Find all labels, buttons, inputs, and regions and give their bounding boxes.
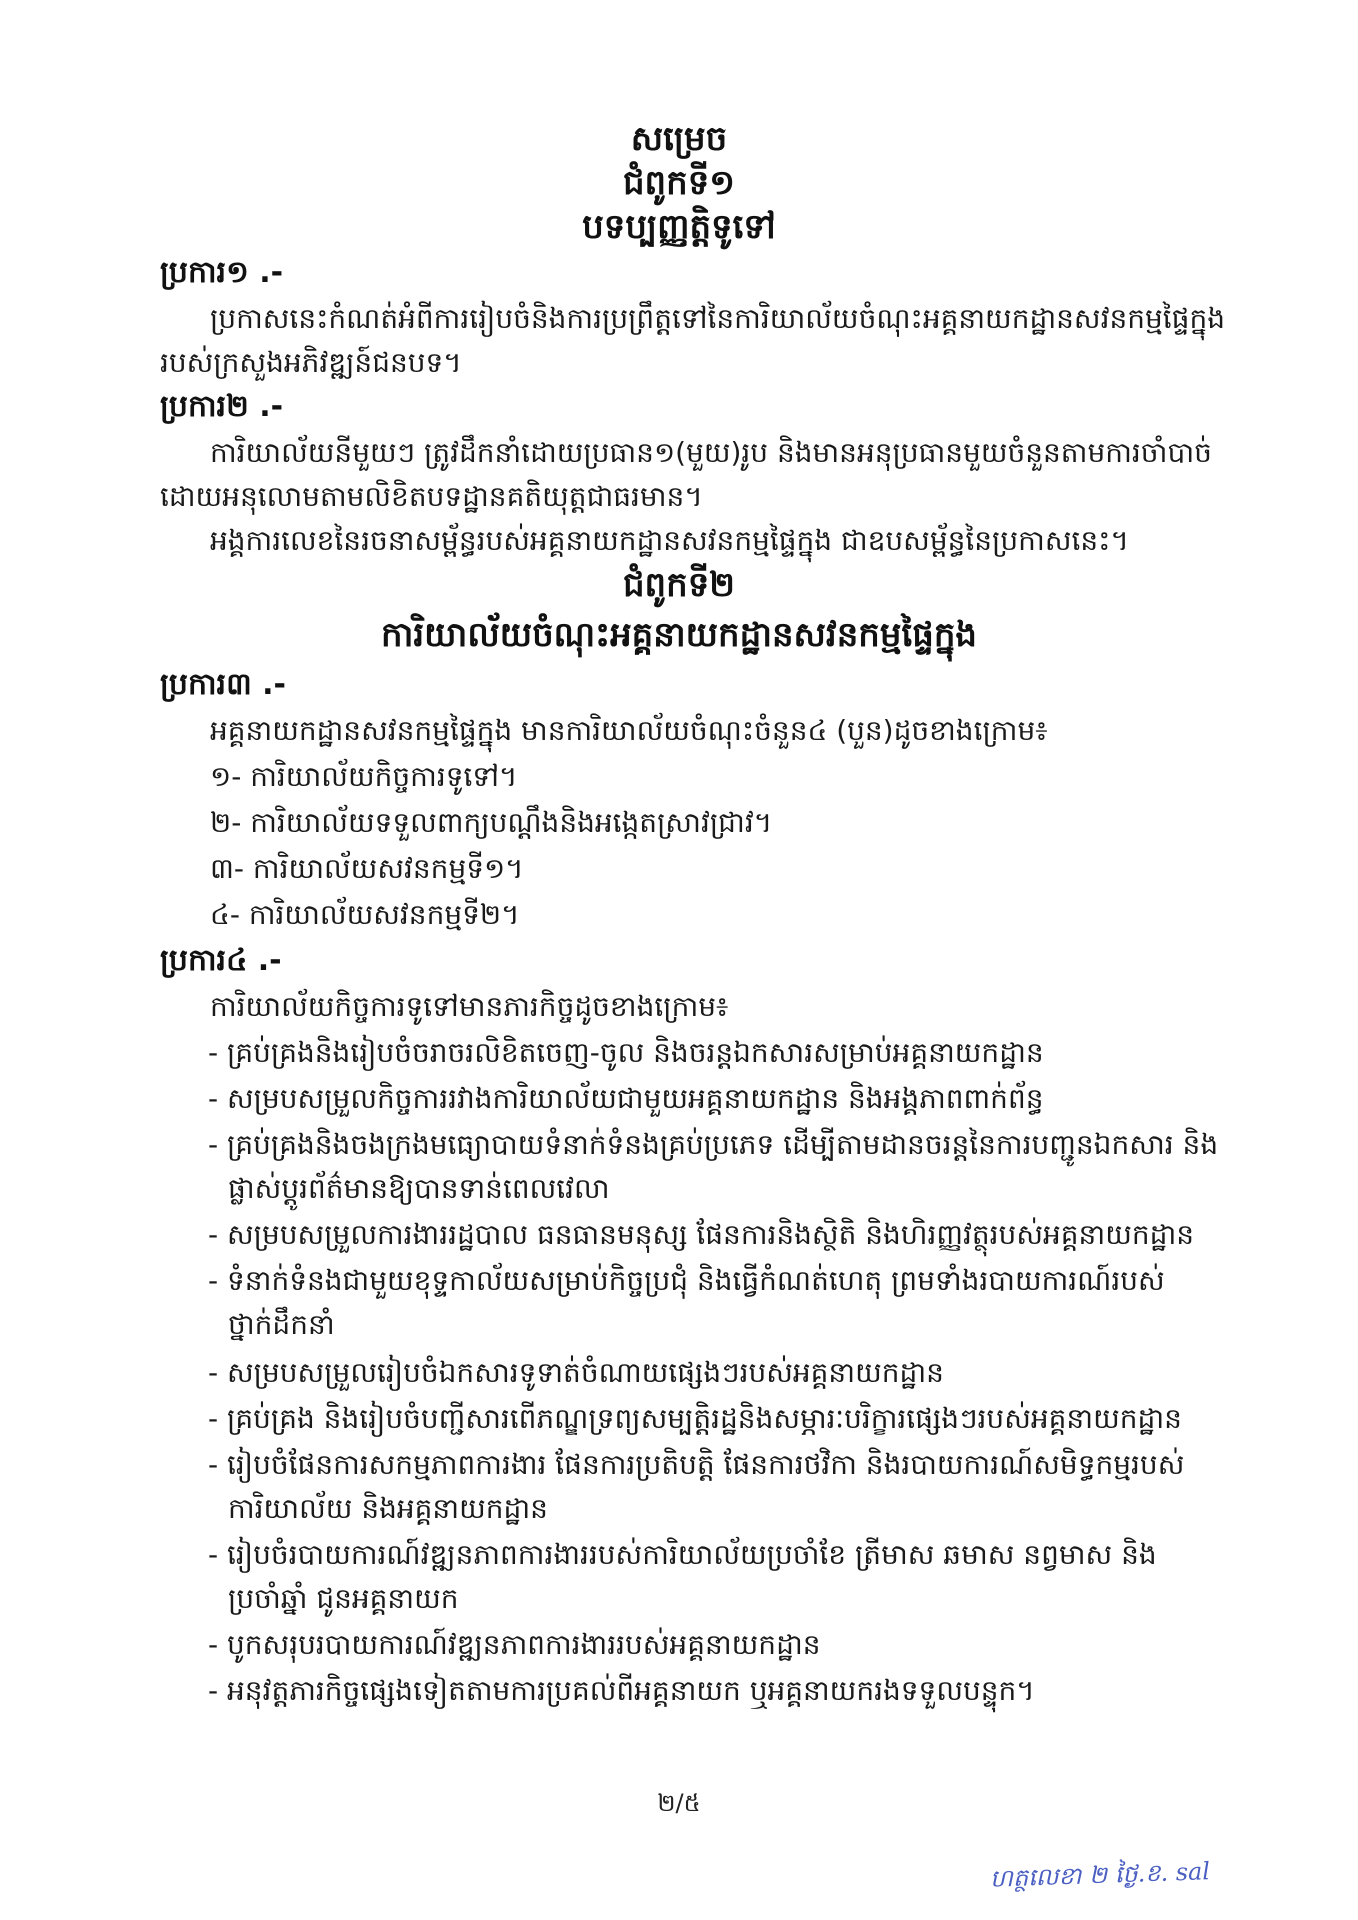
article-3-heading: ប្រការ៣ .- <box>160 667 286 702</box>
decision-heading: សម្រេច <box>630 119 728 159</box>
chapter-2-title: ជំពូកទី២ <box>622 565 736 605</box>
article-4-bullet-cont: ប្រចាំឆ្នាំ ជូនអគ្គនាយក <box>228 1582 459 1615</box>
article-3-item: ២- ការិយាល័យទទួលពាក្យបណ្តឹងនិងអង្កេតស្រាវជ្រាវ។ <box>210 806 773 839</box>
article-3-item: ៤- ការិយាល័យសវនកម្មទី២។ <box>210 898 520 931</box>
article-2-line: អង្គការលេខនៃរចនាសម្ព័ន្ធរបស់អគ្គនាយកដ្ឋានសវនកម្មផ្ទៃក្នុង ជាឧបសម្ព័ន្ធនៃប្រកាសនេះ។ <box>210 524 1129 557</box>
article-2-line: ការិយាល័យនីមួយៗ ត្រូវដឹកនាំដោយប្រធាន១(មួយ)រូប និងមានអនុប្រធានមួយចំនួនតាមការចាំបាច់ <box>210 436 1212 469</box>
article-4-bullet: - សម្របសម្រួលកិច្ចការរវាងការិយាល័យជាមួយអគ្គនាយកដ្ឋាន និងអង្គភាពពាក់ព័ន្ធ <box>208 1082 1044 1115</box>
page-number: ២/៥ <box>657 1789 701 1817</box>
article-4-bullet: - រៀបចំផែនការសកម្មភាពការងារ ផែនការប្រតិបត្តិ ផែនការថវិកា និងរបាយការណ៍សមិទ្ធកម្មរបស់ <box>208 1448 1185 1481</box>
chapter-2-subtitle: ការិយាល័យចំណុះអគ្គនាយកដ្ឋានសវនកម្មផ្ទៃក្នុង <box>381 615 977 655</box>
article-4-bullet: - គ្រប់គ្រងនិងចងក្រងមធ្យោបាយទំនាក់ទំនងគ្រប់ប្រភេទ ដើម្បីតាមដានចរន្តនៃការបញ្ជូនឯកសារ និង <box>208 1128 1219 1161</box>
article-4-bullet: - អនុវត្តភារកិច្ចផ្សេងទៀតតាមការប្រគល់ពីអគ្គនាយក ឬអគ្គនាយករងទទួលបន្ទុក។ <box>208 1674 1035 1707</box>
article-4-heading: ប្រការ៤ .- <box>160 943 282 978</box>
article-4-bullet: - រៀបចំរបាយការណ៍វឌ្ឍនភាពការងាររបស់ការិយាល័យប្រចាំខែ ត្រីមាស ឆមាស នព្វមាស និង <box>208 1538 1157 1571</box>
handwritten-signature: ហត្ថលេខា ២ ថ្ងៃ.ខ. sal <box>989 1857 1211 1893</box>
chapter-1-title: ជំពូកទី១ <box>622 163 736 203</box>
article-3-item: ១- ការិយាល័យកិច្ចការទូទៅ។ <box>210 760 518 793</box>
article-4-bullet-cont: ថ្នាក់ដឹកនាំ <box>228 1308 335 1341</box>
article-4-bullet: - ទំនាក់ទំនងជាមួយខុទ្ទកាល័យសម្រាប់កិច្ចប្រជុំ និងធ្វើកំណត់ហេតុ ព្រមទាំងរបាយការណ៍របស់ <box>208 1264 1165 1297</box>
article-3-item: ៣- ការិយាល័យសវនកម្មទី១។ <box>210 852 524 885</box>
article-4-intro: ការិយាល័យកិច្ចការទូទៅមានភារកិច្ចដូចខាងក្រោម៖ <box>210 990 729 1023</box>
article-4-bullet: - គ្រប់គ្រងនិងរៀបចំចរាចរលិខិតចេញ-ចូល និងចរន្តឯកសារសម្រាប់អគ្គនាយកដ្ឋាន <box>208 1036 1044 1069</box>
article-1-line: របស់ក្រសួងអភិវឌ្ឍន៍ជនបទ។ <box>160 346 462 379</box>
article-4-bullet: - សម្របសម្រួលរៀបចំឯកសារទូទាត់ចំណាយផ្សេងៗរបស់អគ្គនាយកដ្ឋាន <box>208 1356 944 1389</box>
article-2-line: ដោយអនុលោមតាមលិខិតបទដ្ឋានគតិយុត្តជាធរមាន។ <box>160 480 703 513</box>
article-4-bullet: - បូកសរុបរបាយការណ៍វឌ្ឍនភាពការងាររបស់អគ្គនាយកដ្ឋាន <box>208 1628 821 1661</box>
article-1-heading: ប្រការ១ .- <box>160 255 284 290</box>
article-3-intro: អគ្គនាយកដ្ឋានសវនកម្មផ្ទៃក្នុង មានការិយាល័យចំណុះចំនួន៤ (បួន)ដូចខាងក្រោម៖ <box>210 714 1048 747</box>
chapter-1-subtitle: បទប្បញ្ញត្តិទូទៅ <box>582 207 776 247</box>
article-4-bullet-cont: ការិយាល័យ និងអគ្គនាយកដ្ឋាន <box>228 1492 548 1525</box>
article-4-bullet: - គ្រប់គ្រង និងរៀបចំបញ្ជីសារពើភណ្ឌទ្រព្យសម្បត្តិរដ្ឋនិងសម្ភារៈបរិក្ខារផ្សេងៗរបស់អគ្គនាយកដ្ឋាន <box>208 1402 1182 1435</box>
article-1-line: ប្រកាសនេះកំណត់អំពីការរៀបចំនិងការប្រព្រឹត្តទៅនៃការិយាល័យចំណុះអគ្គនាយកដ្ឋានសវនកម្មផ្ទៃក្នុង <box>210 302 1225 335</box>
article-4-bullet-cont: ផ្លាស់ប្តូរព័ត៌មានឱ្យបានទាន់ពេលវេលា <box>228 1172 610 1205</box>
article-2-heading: ប្រការ២ .- <box>160 389 284 424</box>
article-4-bullet: - សម្របសម្រួលការងាររដ្ឋបាល ធនធានមនុស្ស ផែនការនិងស្ថិតិ និងហិរញ្ញវត្ថុរបស់អគ្គនាយកដ្ឋាន <box>208 1218 1195 1251</box>
